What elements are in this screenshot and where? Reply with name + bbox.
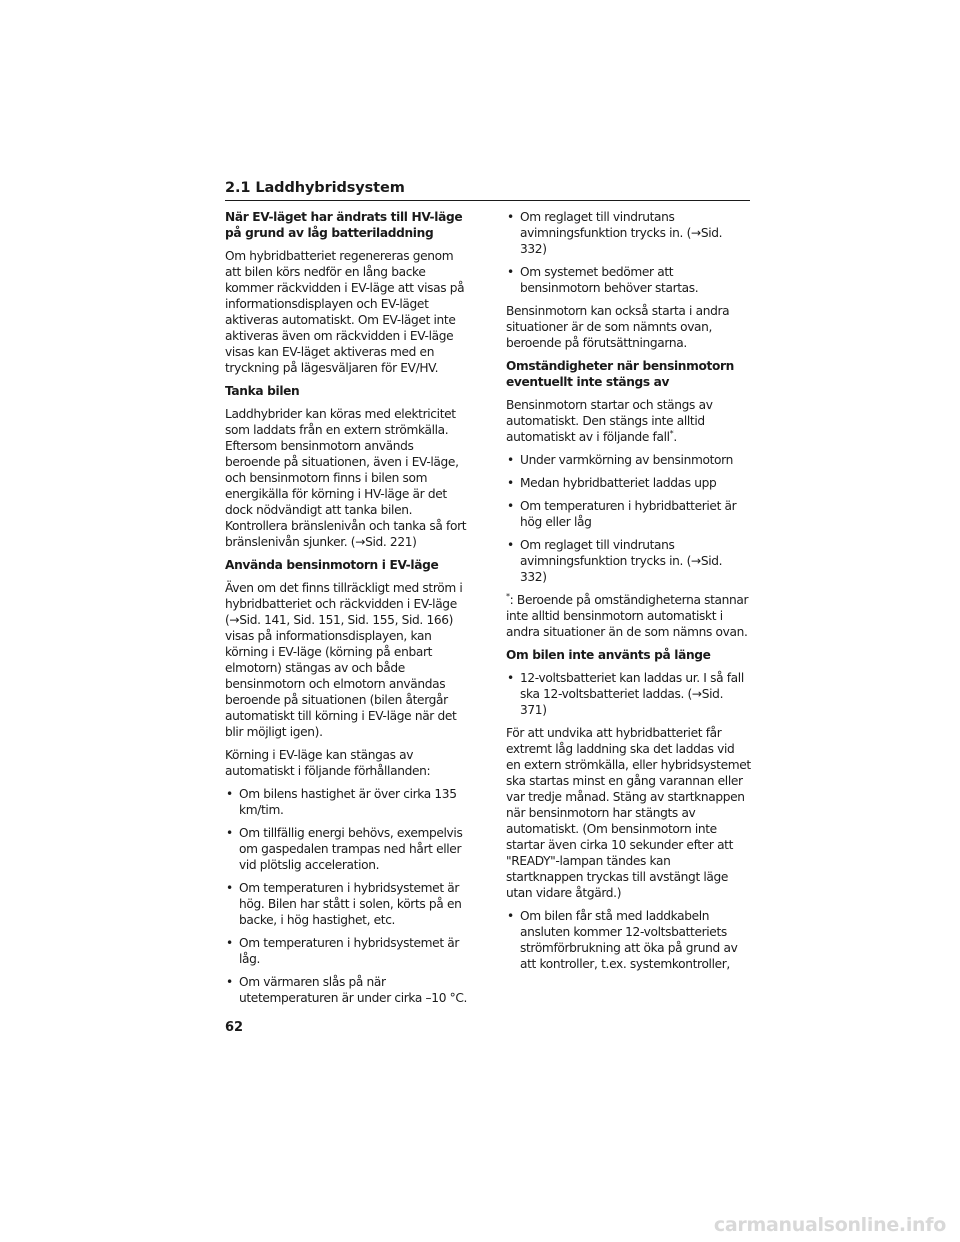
list-item: • Om systemet bedömer att bensinmotorn behöver startas. [506,264,751,296]
heading-long-unused: Om bilen inte använts på länge [506,648,711,662]
paragraph: Om hybridbatteriet regenereras genom att bilen körs nedför en lång backe kommer räckvidden i EV-läge att visas på informationsdisplayen och EV-läget aktiveras automatiskt. Om EV-läget inte aktiveras även om räckvidden i EV-läge visas kan EV-läget aktiveras med en tryckning på lägesväljaren för EV/HV. [225,249,465,375]
paragraph: Körning i EV-läge kan stängas av automatiskt i följande förhållanden: [225,748,431,778]
paragraph-text: Bensinmotorn startar och stängs av automatiskt. Den stängs inte alltid automatiskt av i följande fall [506,398,713,444]
footnote-marker: * [669,428,674,438]
footnote-marker: * [506,591,510,601]
paragraph-end: . [673,430,677,444]
list-item: • Medan hybridbatteriet laddas upp [506,475,751,491]
heading-engine-not-stopping: Omständigheter när bensinmotorn eventuellt inte stängs av [506,359,734,389]
bullet-list [506,209,751,296]
watermark: carmanualsonline.info [713,1214,946,1236]
bullet-list [506,452,751,585]
heading-using-engine-ev: Använda bensinmotorn i EV-läge [225,558,439,572]
paragraph: Även om det finns tillräckligt med ström i hybridbatteriet och räckvidden i EV-läge (→Sid. 141, Sid. 151, Sid. 155, Sid. 166) visas på informationsdisplayen, kan körning i EV-läge (körning på enbart elmotorn) stängas av och både bensinmotorn och elmotorn användas beroende på situationen (bilen återgår automatiskt till körning i EV-läge när det blir möjligt igen). [225,581,463,739]
list-item: • Om temperaturen i hybridbatteriet är hög eller låg [506,498,751,530]
list-item: • Om reglaget till vindrutans avimningsfunktion trycks in. (→Sid. 332) [506,209,751,257]
bullet-list [506,908,751,972]
paragraph [506,397,751,445]
list-item: • Om temperaturen i hybridsystemet är låg. [225,935,470,967]
footnote [506,592,751,640]
list-item: • Under varmkörning av bensinmotorn [506,452,751,468]
list-item: • Om temperaturen i hybridsystemet är hög. Bilen har stått i solen, körts på en backe, i hög hastighet, etc. [225,880,470,928]
paragraph: Laddhybrider kan köras med elektricitet som laddats från en extern strömkälla. Eftersom bensinmotorn används beroende på situationen, även i EV-läge, och bensinmotorn finns i bilen som energikälla för körning i HV-läge är det dock nödvändigt att tanka bilen. Kontrollera bränslenivån och tanka så fort bränslenivån sjunker. (→Sid. 221) [225,407,467,549]
page-number: 62 [225,1020,244,1035]
section-title: 2.1 Laddhybridsystem [225,180,750,201]
list-item: • 12-voltsbatteriet kan laddas ur. I så fall ska 12-voltsbatteriet laddas. (→Sid. 371) [506,670,751,718]
paragraph: Bensinmotorn kan också starta i andra situationer är de som nämnts ovan, beroende på förutsättningarna. [506,304,730,350]
list-item: • Om reglaget till vindrutans avimningsfunktion trycks in. (→Sid. 332) [506,537,751,585]
bullet-list [225,786,470,1006]
left-column [225,209,470,1013]
footnote-text: : Beroende på omständigheterna stannar inte alltid bensinmotorn automatiskt i andra situationer än de som nämns ovan. [506,593,749,639]
paragraph: För att undvika att hybridbatteriet får extremt låg laddning ska det laddas vid en extern strömkälla, eller hybridsystemet ska startas minst en gång varannan eller var tredje månad. Stäng av startknappen när bensinmotorn har stängts av automatiskt. (Om bensinmotorn inte startar även cirka 10 sekunder efter att "READY"-lampan tändes kan startknappen tryckas till avstängt läge utan vidare åtgärd.) [506,726,751,900]
bullet-list [506,670,751,718]
right-column [506,209,751,979]
list-item: • Om bilen får stå med laddkabeln ansluten kommer 12-voltsbatteriets strömförbrukning att öka på grund av att kontroller, t.ex. systemkontroller, [506,908,751,972]
list-item: • Om tillfällig energi behövs, exempelvis om gaspedalen trampas ned hårt eller vid plötslig acceleration. [225,825,470,873]
heading-ev-to-hv: När EV-läget har ändrats till HV-läge på grund av låg batteriladdning [225,210,463,240]
list-item: • Om värmaren slås på när utetemperaturen är under cirka –10 °C. [225,974,470,1006]
heading-refuel: Tanka bilen [225,384,300,398]
list-item: • Om bilens hastighet är över cirka 135 km/tim. [225,786,470,818]
